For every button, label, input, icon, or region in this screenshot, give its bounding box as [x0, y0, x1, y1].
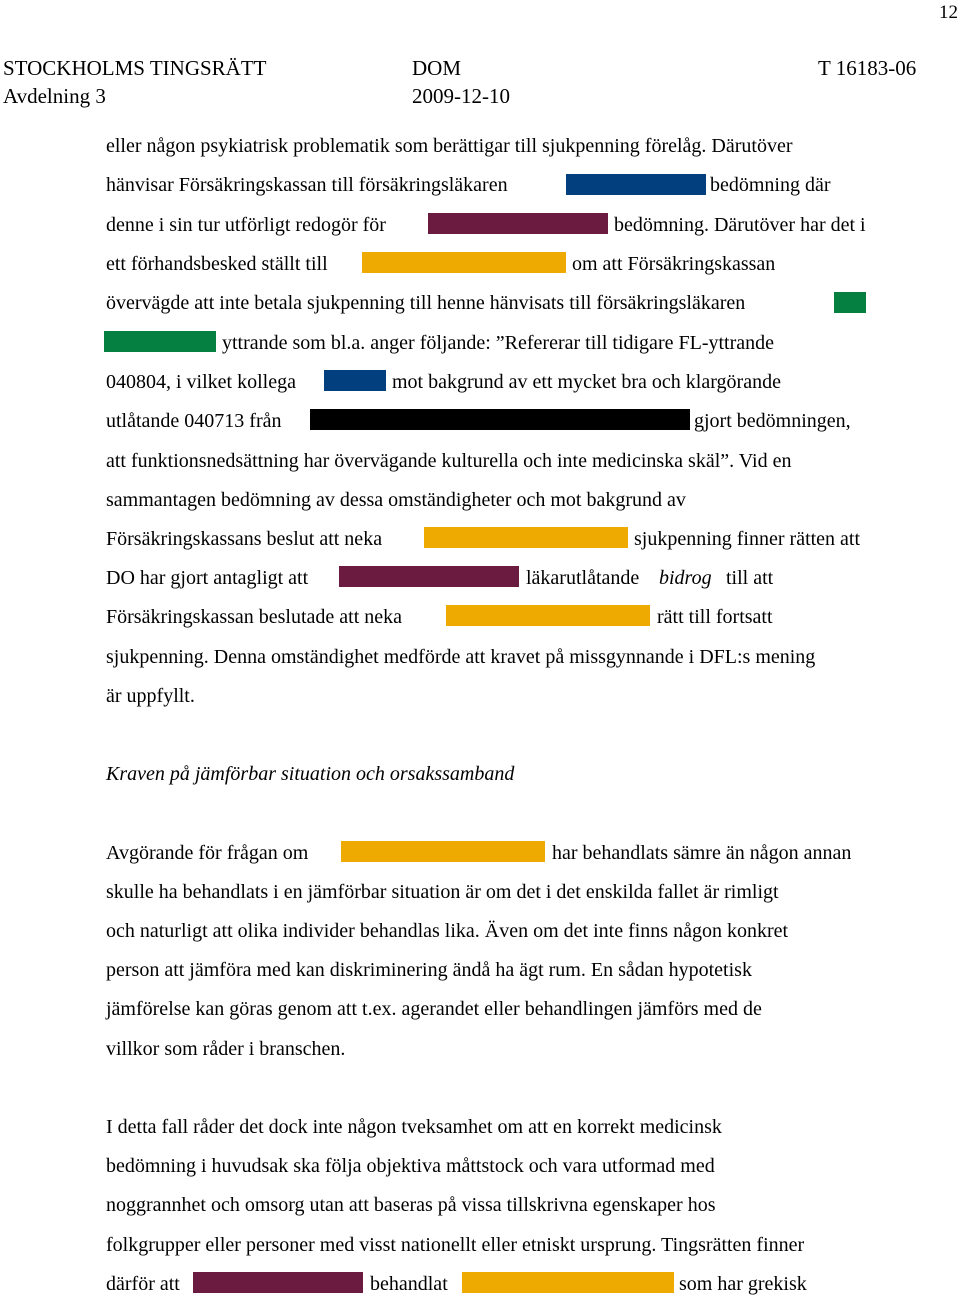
- text-line: skulle ha behandlats i en jämförbar situation är om det i det enskilda fallet är rimligt: [106, 881, 779, 903]
- redaction-box: [341, 841, 545, 862]
- text-line: eller någon psykiatrisk problematik som berättigar till sjukpenning förelåg. Därutöver: [106, 135, 793, 157]
- text-line: är uppfyllt.: [106, 685, 195, 707]
- redaction-box: [104, 331, 216, 352]
- redaction-box: [324, 370, 386, 391]
- redaction-box: [428, 213, 608, 234]
- redaction-box: [362, 252, 566, 273]
- text-line: I detta fall råder det dock inte någon tveksamhet om att en korrekt medicinsk: [106, 1116, 722, 1138]
- redaction-box: [834, 292, 866, 313]
- text-line: sammantagen bedömning av dessa omständigheter och mot bakgrund av: [106, 489, 686, 511]
- document-page: 12 STOCKHOLMS TINGSRÄTT Avdelning 3 DOM 2009-12-10 T 16183-06 eller någon psykiatrisk problematik som berättigar till sjukpenning förelåg. Därutöver hänvisar Försäkringskassan till försäkringsläkaren bedömning där denne i sin tur utförligt redogör för bedömning. Därutöver har det i ett förhandsbesked ställt till om att Försäkringskassan övervägde att inte betala sjukpenning till henne hänvisats till försäkringsläkaren yttrande som bl.a. anger följande: ”Refererar till tidigare FL-yttrande 040804, i vilket kollega mot bakgrund av ett mycket bra och klargörande utlåtande 040713 från gjort bedömningen, att funktionsnedsättning har övervägande kulturella och inte medicinska skäl”. Vid en sammantagen bedömning av dessa omständigheter och mot bakgrund av Försäkringskassans beslut att neka sjukpenning finner rätten att DO har gjort antagligt att läkarutlåtande bidrog till att Försäkringskassan beslutade att neka rätt till fortsatt sjukpenning. Denna omständighet medförde att kravet på missgynnande i DFL:s mening är uppfyllt. Kraven på jämförbar situation och orsakssamband Avgörande för frågan om har behandlats sämre än någon annan skulle ha behandlats i en jämförbar situation är om det i det enskilda fallet är rimligt och naturligt att olika individer behandlas lika. Även om det inte finns någon konkret person att jämföra med kan diskriminering ändå ha ägt rum. En sådan hypotetisk jämförelse kan göras genom att t.ex. agerandet eller behandlingen jämförs med de villkor som råder i branschen. I detta fall råder det dock inte någon tveksamhet om att en korrekt medicinsk bedömning i huvudsak ska följa objektiva måttstock och vara utformad med noggrannhet och omsorg utan att baseras på vissa tillskrivna egenskaper hos folkgrupper eller personer med visst nationellt eller etniskt ursprung. Tingsrätten finner därför att behandlat som har grekisk: [3, 2, 958, 1295]
- redaction-box: [310, 409, 690, 430]
- redaction-box: [339, 566, 519, 587]
- document-date: 2009-12-10: [412, 84, 510, 108]
- text-line: övervägde att inte betala sjukpenning till henne hänvisats till försäkringsläkaren: [106, 292, 746, 314]
- page-number: 12: [939, 2, 958, 23]
- redaction-box: [462, 1272, 674, 1293]
- text-line: jämförelse kan göras genom att t.ex. agerandet eller behandlingen jämförs med de: [106, 998, 762, 1020]
- document-type: DOM: [412, 56, 462, 80]
- redaction-box: [193, 1272, 363, 1293]
- text-line: noggrannhet och omsorg utan att baseras på vissa tillskrivna egenskaper hos: [106, 1194, 716, 1216]
- redaction-box: [424, 527, 628, 548]
- text-line: att funktionsnedsättning har övervägande kulturella och inte medicinska skäl”. Vid en: [106, 450, 792, 472]
- text-line: person att jämföra med kan diskriminering ändå ha ägt rum. En sådan hypotetisk: [106, 959, 752, 981]
- text-line: folkgrupper eller personer med visst nationellt eller etniskt ursprung. Tingsrätten finner: [106, 1234, 805, 1256]
- redaction-box: [566, 174, 706, 195]
- court-name: STOCKHOLMS TINGSRÄTT: [3, 56, 267, 80]
- case-number: T 16183-06: [818, 56, 917, 80]
- text-line: och naturligt att olika individer behandlas lika. Även om det inte finns någon konkret: [106, 920, 789, 942]
- text-line: villkor som råder i branschen.: [106, 1038, 346, 1060]
- division: Avdelning 3: [3, 84, 106, 108]
- text-line: bedömning i huvudsak ska följa objektiva måttstock och vara utformad med: [106, 1155, 715, 1177]
- redaction-box: [446, 605, 650, 626]
- section-heading: Kraven på jämförbar situation och orsakssamband: [106, 763, 515, 785]
- text-line: sjukpenning. Denna omständighet medförde att kravet på missgynnande i DFL:s mening: [106, 646, 816, 668]
